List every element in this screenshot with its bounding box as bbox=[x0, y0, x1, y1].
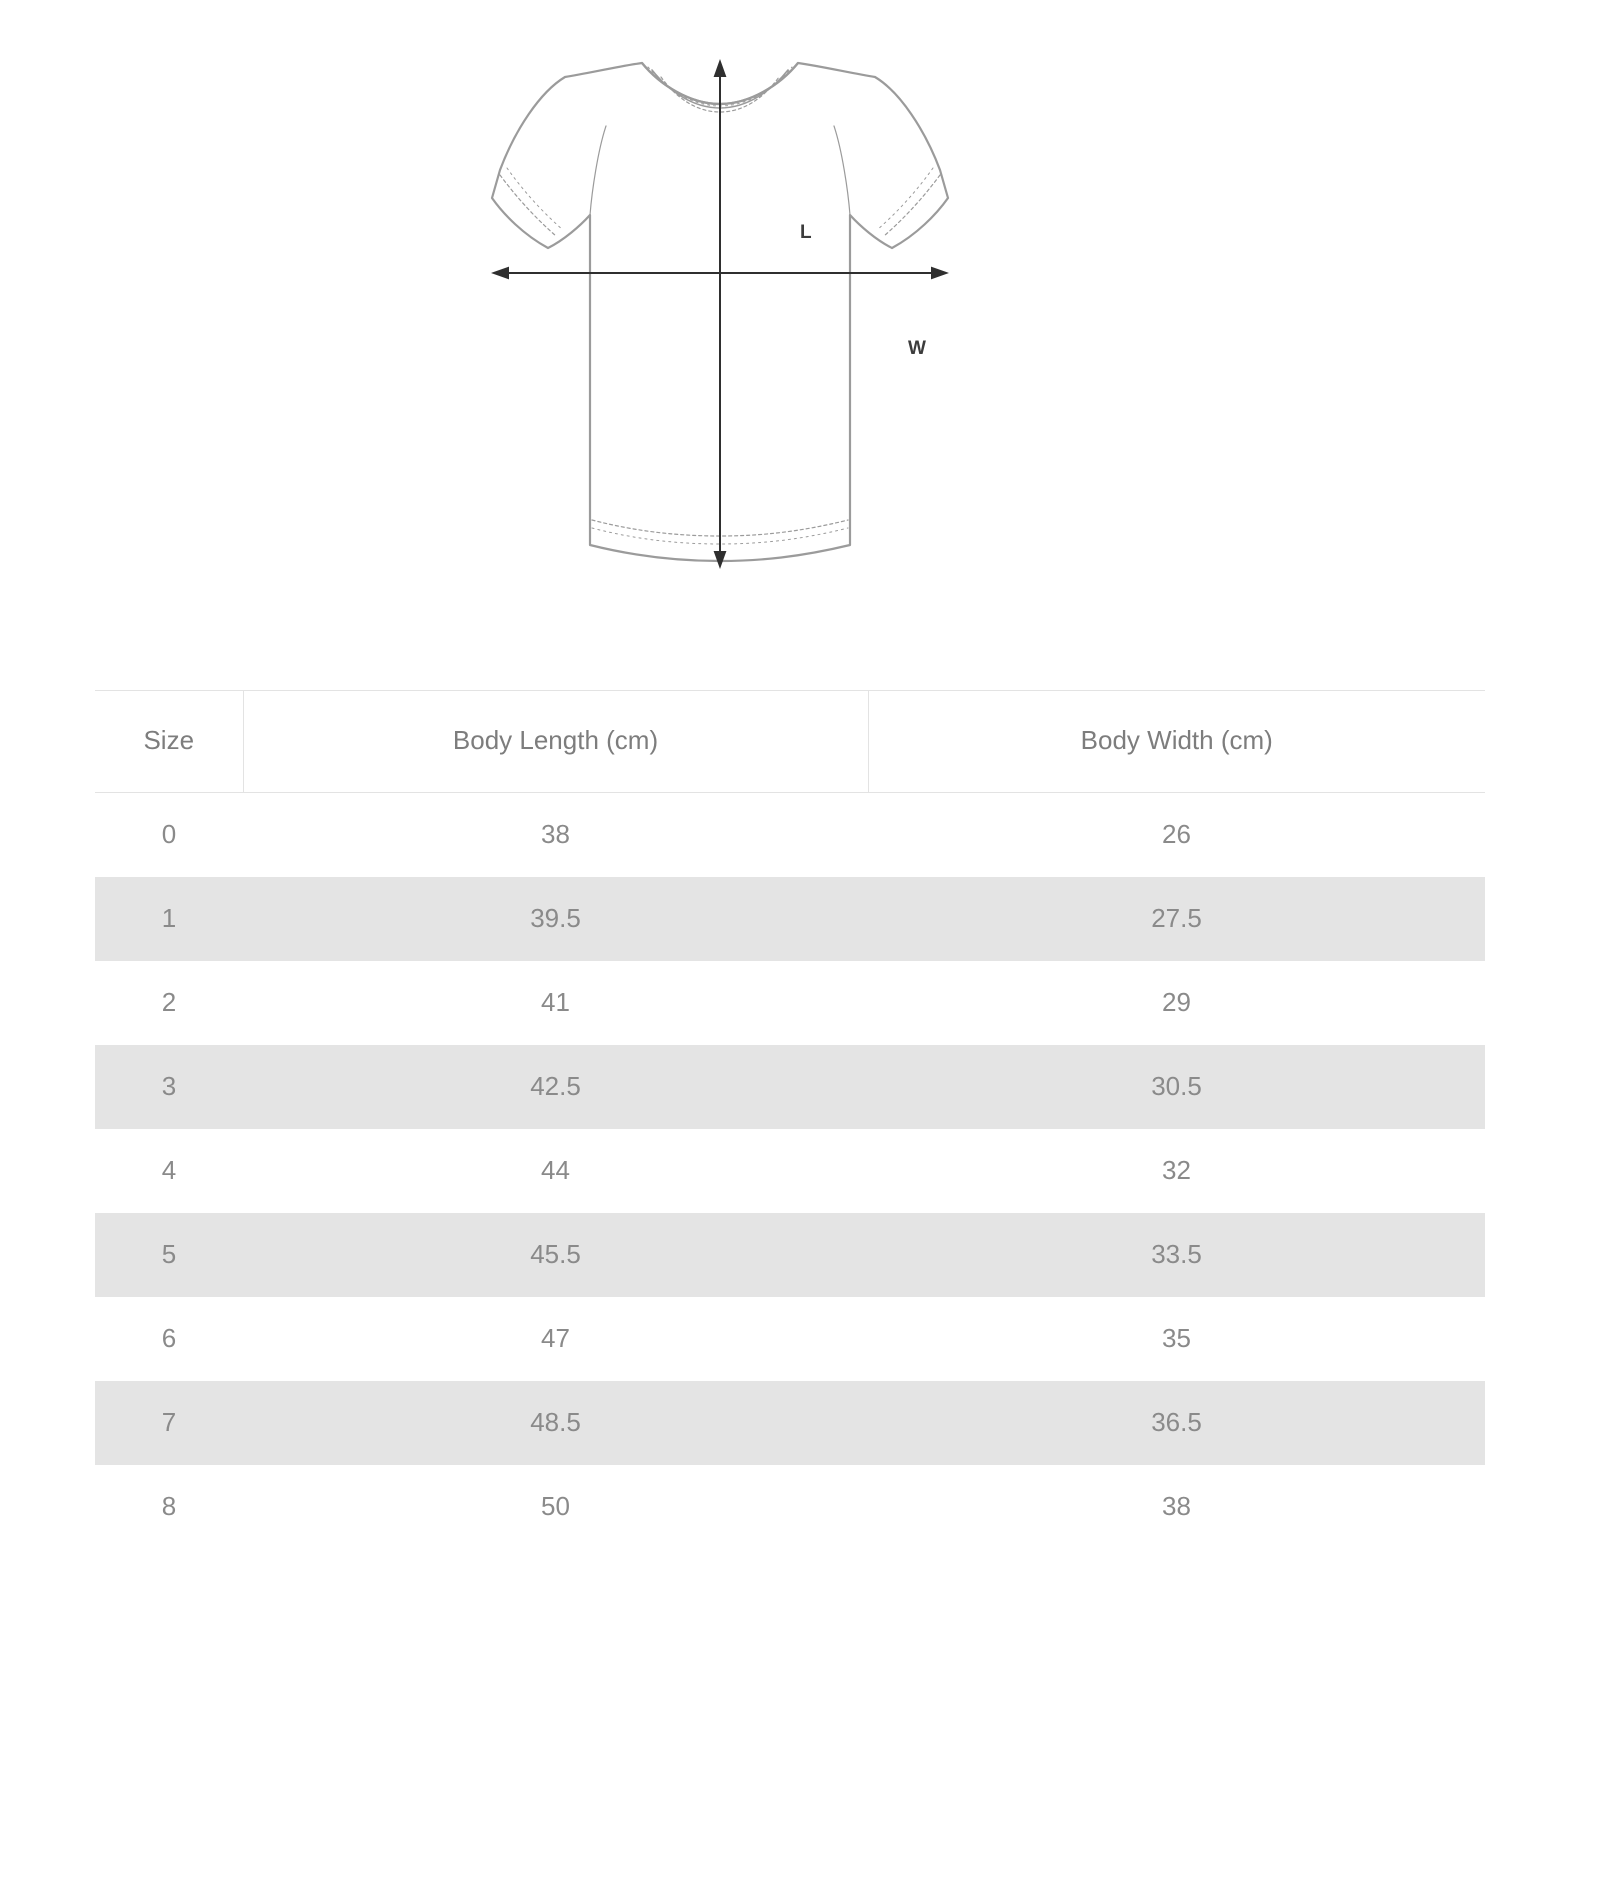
tshirt-diagram-container bbox=[0, 0, 1600, 690]
cell-body-length: 44 bbox=[541, 1155, 570, 1185]
cell-body-length: 38 bbox=[541, 819, 570, 849]
cell-body-length: 47 bbox=[541, 1323, 570, 1353]
table-header-row bbox=[95, 691, 1485, 793]
tshirt-measurement-diagram bbox=[380, 30, 1080, 690]
cell-size: 0 bbox=[161, 819, 177, 849]
cell-body-length: 39.5 bbox=[243, 877, 868, 961]
cell-size: 5 bbox=[95, 1213, 243, 1297]
length-dimension-label: L bbox=[800, 222, 813, 243]
cell-body-width: 32 bbox=[1162, 1155, 1191, 1185]
cell-body-width: 27.5 bbox=[868, 877, 1485, 961]
table-header bbox=[95, 691, 1485, 793]
cell-body-width: 30.5 bbox=[868, 1045, 1485, 1129]
cell-size: 2 bbox=[161, 987, 177, 1017]
table-row bbox=[95, 1297, 1485, 1381]
cell-size: 8 bbox=[161, 1491, 177, 1521]
table-row bbox=[95, 877, 1485, 961]
cell-size: 1 bbox=[95, 877, 243, 961]
column-header-body-width: Body Width (cm) bbox=[868, 691, 1485, 793]
cell-body-length: 41 bbox=[541, 987, 570, 1017]
width-dimension-label: W bbox=[908, 338, 927, 359]
cell-body-length: 48.5 bbox=[243, 1381, 868, 1465]
table-row bbox=[95, 961, 1485, 1045]
cell-body-length: 50 bbox=[541, 1491, 570, 1521]
column-header-size: Size bbox=[95, 691, 243, 793]
size-chart-table bbox=[95, 690, 1485, 1549]
cell-body-width: 35 bbox=[1162, 1323, 1191, 1353]
cell-size: 7 bbox=[95, 1381, 243, 1465]
cell-body-width: 36.5 bbox=[868, 1381, 1485, 1465]
cell-size: 3 bbox=[95, 1045, 243, 1129]
size-table-container bbox=[0, 690, 1600, 1549]
table-row bbox=[95, 1213, 1485, 1297]
cell-size: 6 bbox=[161, 1323, 177, 1353]
cell-body-width: 26 bbox=[1162, 819, 1191, 849]
cell-body-length: 45.5 bbox=[243, 1213, 868, 1297]
cell-body-width: 33.5 bbox=[868, 1213, 1485, 1297]
cell-body-width: 29 bbox=[1162, 987, 1191, 1017]
column-header-body-length: Body Length (cm) bbox=[243, 691, 868, 793]
cell-body-length: 42.5 bbox=[243, 1045, 868, 1129]
cell-size: 4 bbox=[161, 1155, 177, 1185]
table-row bbox=[95, 1465, 1485, 1549]
table-row bbox=[95, 793, 1485, 878]
table-body bbox=[95, 793, 1485, 1550]
cell-body-width: 38 bbox=[1162, 1491, 1191, 1521]
table-row bbox=[95, 1381, 1485, 1465]
table-row bbox=[95, 1129, 1485, 1213]
table-row bbox=[95, 1045, 1485, 1129]
